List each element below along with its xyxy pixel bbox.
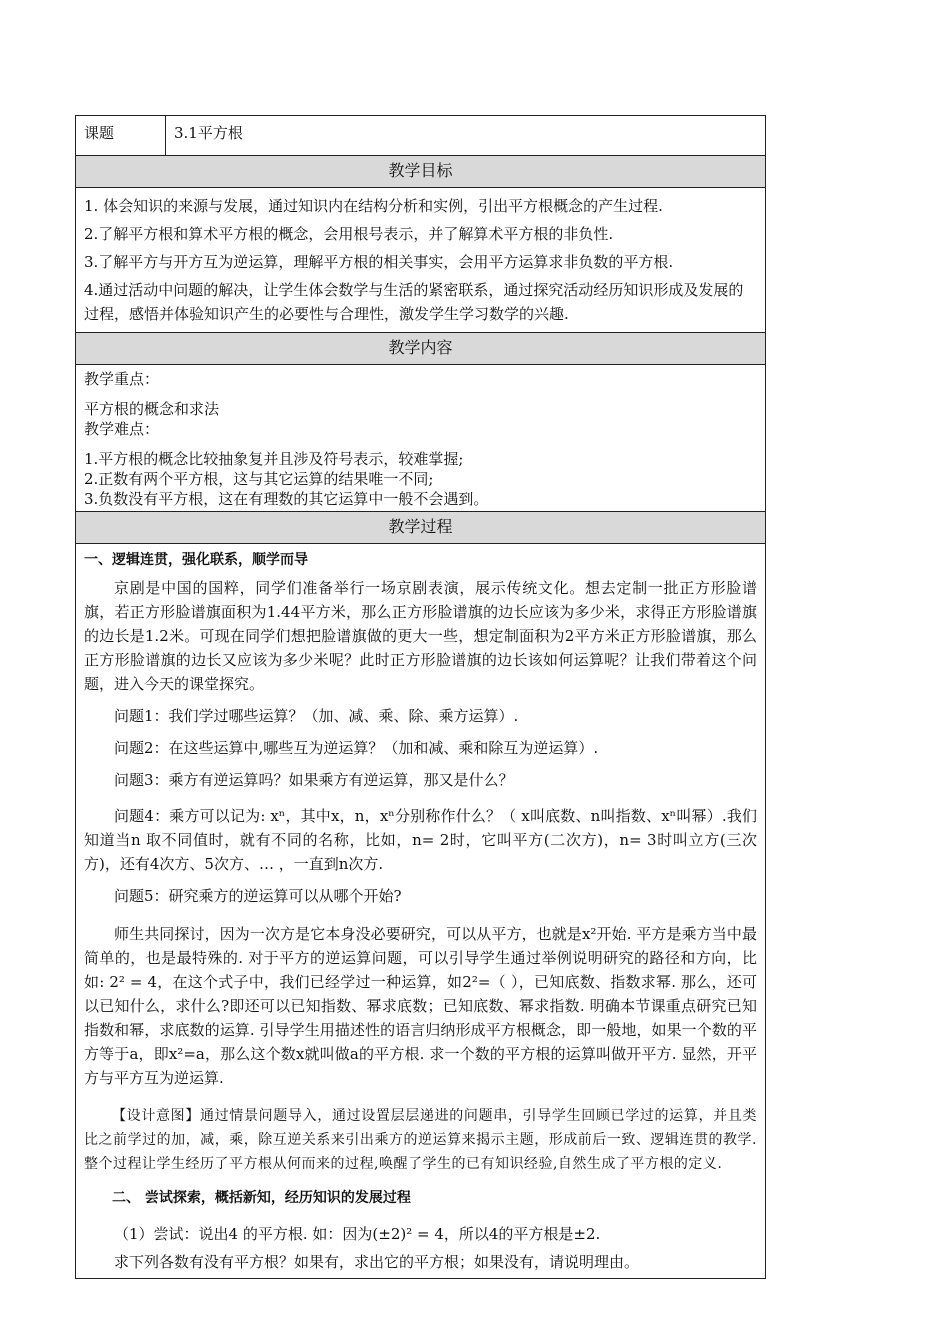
section-2-title: 二、 尝试探索，概括新知，经历知识的发展过程	[112, 1190, 411, 1206]
try-1: （1）尝试：说出4 的平方根. 如：因为(±2)² = 4，所以4的平方根是±2.	[114, 1225, 601, 1243]
key-label: 教学重点：	[84, 370, 160, 388]
goal-item: 3.了解平方与开方互为逆运算，理解平方根的相关事实，会用平方运算求非负数的平方根.	[84, 253, 674, 271]
difficulty-item: 2.正数有两个平方根，这与其它运算的结果唯一不同;	[84, 470, 434, 488]
question-3: 问题3：乘方有逆运算吗？如果乘方有逆运算，那又是什么？	[114, 771, 514, 789]
section-1-title: 一、逻辑连贯，强化联系，顺学而导	[84, 552, 308, 568]
goal-item: 1. 体会知识的来源与发展，通过知识内在结构分析和实例，引出平方根概念的产生过程.	[84, 197, 663, 215]
topic-value: 3.1平方根	[174, 124, 243, 142]
topic-row	[76, 116, 765, 156]
process-section	[76, 544, 765, 1278]
question-4: 问题4：乘方可以记为: xⁿ，其中x，n，xⁿ分别称作什么？（ x叫底数、n叫指数、xⁿ叫幂）.我们知道当n 取不同值时，就有不同的名称，比如，n= 2时，它叫平方(二次方)，n= 3时叫立方(三次方)，还有4次方、5次方、… ，一直到n次方.	[84, 807, 757, 873]
goals-header: 教学目标	[76, 156, 765, 188]
difficulty-label: 教学难点：	[84, 420, 160, 438]
goals-section	[76, 188, 765, 333]
goal-item: 4.通过活动中问题的解决，让学生体会数学与生活的紧密联系，通过探究活动经历知识形成及发展的过程，感悟并体验知识产生的必要性与合理性，激发学生学习数学的兴趣.	[84, 281, 744, 323]
question-1: 问题1：我们学过哪些运算？（加、减、乘、除、乘方运算）.	[114, 707, 519, 725]
process-header: 教学过程	[76, 512, 765, 544]
difficulty-item: 3.负数没有平方根，这在有理数的其它运算中一般不会遇到。	[84, 490, 489, 508]
intro-paragraph: 京剧是中国的国粹，同学们准备举行一场京剧表演，展示传统文化。想去定制一批正方形脸谱旗，若正方形脸谱旗面积为1.44平方米，那么正方形脸谱旗的边长应该为多少米，求得正方形脸谱旗的边长是1.2米。可现在同学们想把脸谱旗做的更大一些，想定制面积为2平方米正方形脸谱旗，那么正方形脸谱旗的边长又应该为多少米呢？此时正方形脸谱旗的边长该如何运算呢？让我们带着这个问题，进入今天的课堂探究。	[84, 579, 757, 693]
lesson-plan-table	[75, 115, 766, 1279]
question-5: 问题5：研究乘方的逆运算可以从哪个开始?	[114, 887, 402, 905]
content-section	[76, 365, 765, 512]
question-2: 问题2：在这些运算中,哪些互为逆运算？（加和减、乘和除互为逆运算）.	[114, 739, 599, 757]
content-header: 教学内容	[76, 333, 765, 365]
design-intent: 【设计意图】通过情景问题导入，通过设置层层递进的问题串，引导学生回顾已学过的运算，并且类比之前学过的加，减，乘，除互逆关系来引出乘方的逆运算来揭示主题，形成前后一致、逻辑连贯的教学. 整个过程让学生经历了平方根从何而来的过程,唤醒了学生的已有知识经验,自然生成了平方根的定义.	[84, 1108, 757, 1172]
difficulty-item: 1.平方根的概念比较抽象复并且涉及符号表示，较难掌握;	[84, 450, 464, 468]
goal-item: 2.了解平方根和算术平方根的概念，会用根号表示，并了解算术平方根的非负性.	[84, 225, 614, 243]
try-2: 求下列各数有没有平方根？如果有，求出它的平方根；如果没有，请说明理由。	[114, 1253, 640, 1271]
key-text: 平方根的概念和求法	[84, 400, 220, 418]
discussion-paragraph: 师生共同探讨，因为一次方是它本身没必要研究，可以从平方，也就是x²开始. 平方是乘方当中最简单的，也是最特殊的. 对于平方的逆运算问题，可以引导学生通过举例说明研究的路径和方向，比如: 2² = 4，在这个式子中，我们已经学过一种运算，如2²=（ ），已知底数、指数求幂. 那么，还可以已知什么，求什么?即还可以已知指数、幂求底数；已知底数、幂求指数. 明确本节课重点研究已知指数和幂，求底数的运算. 引导学生用描述性的语言归纳形成平方根概念，即一般地，如果一个数的平方等于a，即x²=a，那么这个数x就叫做a的平方根. 求一个数的平方根的运算叫做开平方. 显然，开平方与平方互为逆运算.	[84, 925, 757, 1087]
topic-label: 课题	[76, 116, 166, 155]
